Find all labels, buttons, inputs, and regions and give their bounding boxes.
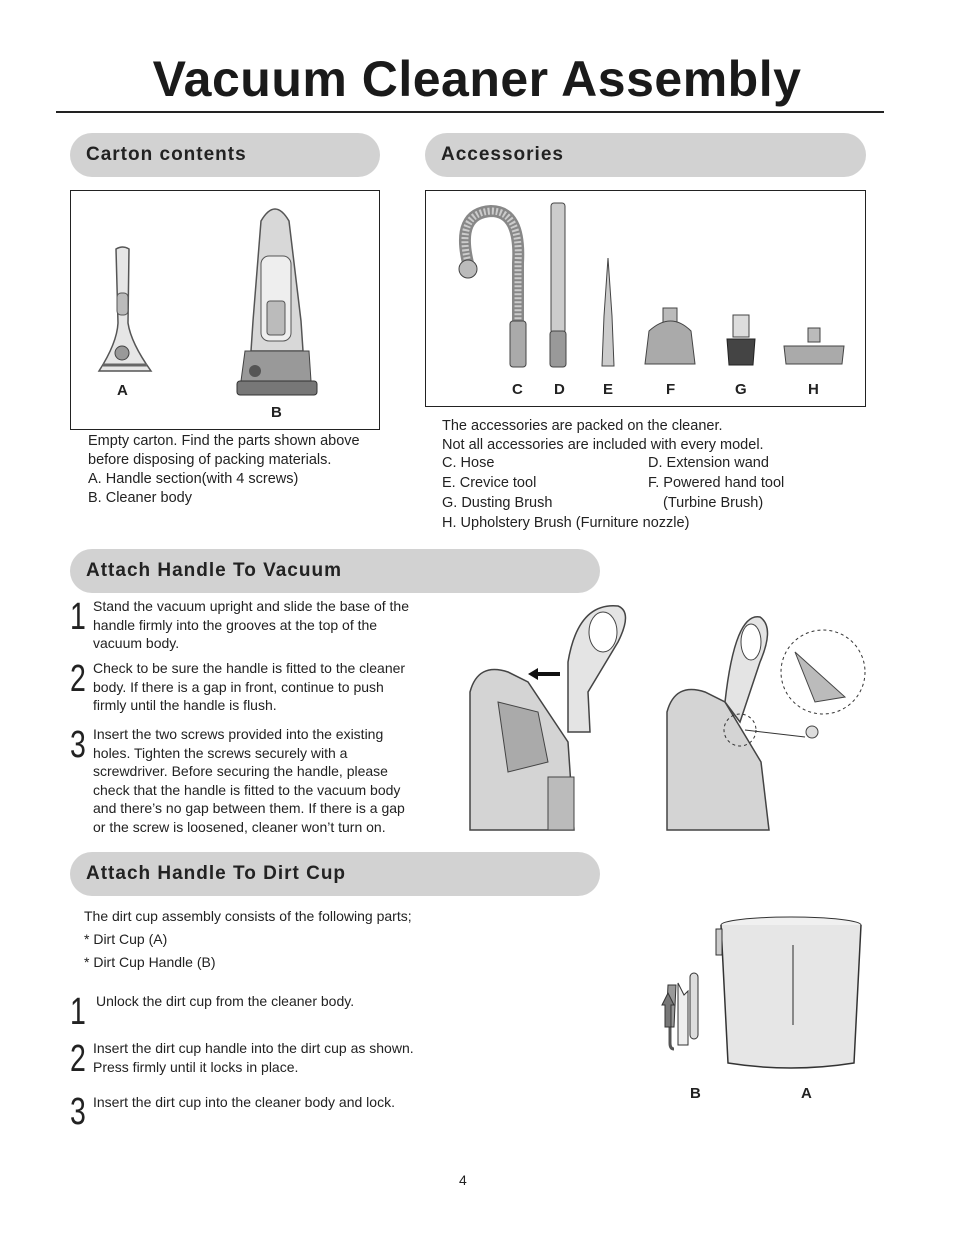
accessories-intro-line: Not all accessories are included with every model. [442, 437, 764, 453]
step-line: vacuum body. [93, 635, 180, 651]
dirt-cup-intro [84, 907, 444, 976]
accessory-item: H. Upholstery Brush (Furniture nozzle) [442, 515, 690, 531]
step-number: 2 [70, 658, 86, 700]
carton-label-b: B [271, 404, 282, 421]
intro-line: * Dirt Cup Handle (B) [84, 954, 216, 970]
accessory-item: C. Hose [442, 455, 495, 471]
crevice-tool-illustration [598, 256, 618, 371]
dirt-cup-label-b: B [690, 1085, 701, 1102]
accessory-item: F. Powered hand tool [648, 475, 785, 491]
intro-line: * Dirt Cup (A) [84, 931, 168, 947]
cleaner-body-illustration [231, 201, 321, 401]
step-line: Check to be sure the handle is fitted to the cleaner [93, 660, 406, 676]
step-line: holes. Tighten the screws securely with a [93, 744, 348, 761]
upholstery-brush-illustration [778, 326, 848, 371]
step-line: firmly until the handle is flush. [93, 697, 277, 713]
accessory-label-c: C [512, 381, 523, 398]
step-text [93, 1093, 453, 1112]
step-line: handle firmly into the grooves at the top of the [93, 616, 378, 633]
step-text [96, 992, 456, 1011]
extension-wand-illustration [546, 201, 570, 371]
step-number: 3 [70, 1091, 86, 1133]
carton-line: before disposing of packing materials. [88, 452, 332, 468]
carton-line: Empty carton. Find the parts shown above [88, 433, 360, 449]
handle-screw-illustration [665, 612, 865, 832]
step-number: 1 [70, 596, 86, 638]
intro-line: The dirt cup assembly consists of the following parts; [84, 908, 412, 924]
step-line: Stand the vacuum upright and slide the base of the [93, 598, 409, 614]
step-line: Unlock the dirt cup from the cleaner body. [96, 993, 355, 1009]
step-line: Press firmly until it locks in place. [93, 1058, 299, 1075]
dusting-brush-illustration [723, 311, 759, 371]
step-line: Insert the two screws provided into the existing [93, 726, 384, 742]
step-number: 2 [70, 1038, 86, 1080]
accessory-item: D. Extension wand [648, 455, 769, 471]
carton-contents-heading: Carton contents [70, 133, 380, 177]
carton-label-a: A [117, 382, 128, 399]
step-number: 1 [70, 991, 86, 1033]
title-divider [56, 111, 884, 113]
accessories-figure [425, 190, 866, 407]
step-line: and there’s no gap between them. If there is a gap [93, 800, 405, 816]
handle-section-illustration [91, 243, 161, 378]
step-text [93, 725, 423, 836]
step-line: screwdriver. Before securing the handle, please [93, 763, 388, 779]
step-line: or the screw is loosened, cleaner won’t turn on. [93, 818, 386, 835]
powered-hand-tool-illustration [641, 306, 697, 371]
step-number: 3 [70, 724, 86, 766]
accessory-label-d: D [554, 381, 565, 398]
step-line: Insert the dirt cup handle into the dirt cup as shown. [93, 1040, 414, 1056]
accessory-item: (Turbine Brush) [663, 495, 764, 511]
step-line: check that the handle is fitted to the vacuum body [93, 781, 401, 798]
dirt-cup-illustration [660, 915, 860, 1075]
attach-handle-vacuum-heading: Attach Handle To Vacuum [70, 549, 600, 593]
handle-insert-illustration [468, 602, 638, 832]
accessory-label-g: G [735, 381, 747, 398]
hose-illustration [446, 203, 526, 368]
step-text [93, 659, 423, 715]
page-number: 4 [459, 1172, 467, 1188]
step-line: Insert the dirt cup into the cleaner body and lock. [93, 1094, 395, 1110]
accessory-label-f: F [666, 381, 676, 398]
attach-handle-dirt-cup-heading: Attach Handle To Dirt Cup [70, 852, 600, 896]
carton-contents-figure [70, 190, 380, 430]
carton-line: B. Cleaner body [88, 490, 192, 506]
carton-line: A. Handle section(with 4 screws) [88, 471, 299, 487]
accessories-description [442, 417, 862, 455]
accessories-intro-line: The accessories are packed on the cleaner. [442, 418, 723, 434]
page-title: Vacuum Cleaner Assembly [152, 51, 802, 107]
accessories-heading: Accessories [425, 133, 866, 177]
step-line: body. If there is a gap in front, continue to push [93, 678, 384, 695]
step-text [93, 1039, 453, 1076]
step-text [93, 597, 423, 653]
accessories-list-right [648, 454, 858, 514]
accessory-item: E. Crevice tool [442, 475, 537, 491]
accessory-item: G. Dusting Brush [442, 495, 553, 511]
accessory-label-e: E [603, 381, 614, 398]
carton-description [88, 432, 388, 508]
dirt-cup-label-a: A [801, 1085, 812, 1102]
accessory-label-h: H [808, 381, 819, 398]
